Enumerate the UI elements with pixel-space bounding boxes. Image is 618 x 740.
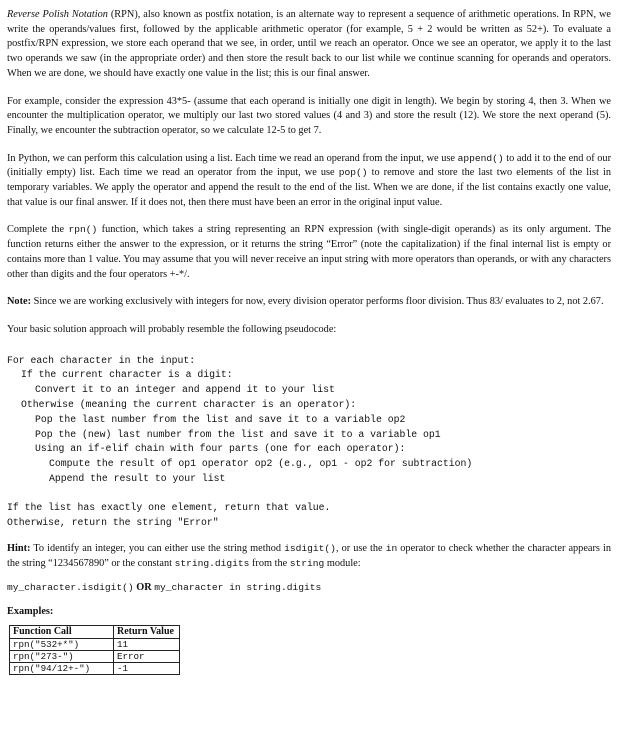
hint-label: Hint: xyxy=(7,543,31,555)
code-string-module: string xyxy=(289,558,325,570)
note-label: Note: xyxy=(7,296,32,308)
pseudo-line: If the current character is a digit: xyxy=(21,369,233,381)
code-in: in xyxy=(385,543,398,555)
example-paragraph: For example, consider the expression 43*5- (assume that each operand is initially one digit in length). We begin by storing 4, then 3. When we encounter the multiplication operator, we multiply our last two stored values (4 and 3) and store the result (12). We store the next operand (5). Finally, we encounter the subtraction operator, so we calculate 12-5 to get 7. xyxy=(7,95,611,136)
pseudocode-return-block xyxy=(7,501,611,531)
code-rpn: rpn() xyxy=(68,224,98,236)
python-paragraph: In Python, we can perform this calculation using a list. Each time we read an operand from the input, we use append() to add it to the end of our (initially empty) list. Each time we read an operator from the input, we use pop() to remove and store the last two elements of the list in temporary variables. We apply the operator and append the result to the end of the list. When we are done, if the list contains exactly one value, that value is our final answer. If it does not, then there must have been an error in the original input value. xyxy=(7,152,612,208)
code-pop: pop() xyxy=(338,167,368,179)
code-append: append() xyxy=(457,152,504,164)
pseudocode-intro: Your basic solution approach will probably resemble the following pseudocode: xyxy=(7,323,337,335)
pseudocode-block xyxy=(7,354,611,487)
table-row xyxy=(10,651,180,663)
pseudo-line: Convert it to an integer and append it to your list xyxy=(35,384,335,396)
table-header-row xyxy=(10,626,180,639)
column-header: Return Value xyxy=(114,626,180,639)
pseudo-line: Pop the last number from the list and save it to a variable op2 xyxy=(35,413,406,425)
table-row xyxy=(10,639,180,651)
pseudo-line: Append the result to your list xyxy=(49,473,226,485)
note-paragraph: Note: Since we are working exclusively with integers for now, every division operator performs floor division. Thus 83/ evaluates to 2, not 2.67. xyxy=(7,296,604,308)
task-paragraph: Complete the rpn() function, which takes a string representing an RPN expression (with single-digit operands) as its only argument. The function returns either the answer to the expression, or it returns the string “Error” (note the capitalization) if the final internal list is empty or contains more than 1 value. You may assume that you will never receive an input string with more operators than operands, or with any characters other than digits and the four operators +-*/. xyxy=(7,224,612,280)
code-isdigit-call: my_character.isdigit() xyxy=(7,581,134,593)
hint-paragraph: Hint: To identify an integer, you can either use the string method isdigit(), or use the in operator to check whether the character appears in the string “1234567890” or the constant string.digits from the string module: xyxy=(7,543,611,570)
examples-table xyxy=(9,625,180,675)
return-value-cell: 11 xyxy=(114,639,180,651)
intro-paragraph: Reverse Polish Notation (RPN), also known as postfix notation, is an alternate way to represent a sequence of arithmetic operations. In RPN, we write the operands/values first, followed by the applicable arithmetic operator (for example, 5 + 2 would be written as 52+). To evaluate a postfix/RPN expression, we store each operand that we see, in order, until we reach an operator. Once we see an operator, we apply it to the last two operands we saw (in the appropriate order) and then store the result back to our list while we continue scanning for operands and operators. When we are done, we should have exactly one value in the list; this is our final answer. xyxy=(7,9,611,79)
function-call-cell: rpn("273-") xyxy=(10,651,114,663)
hint-code-line xyxy=(7,581,611,596)
code-isdigit: isdigit() xyxy=(284,543,336,555)
code-string-digits: string.digits xyxy=(174,558,250,570)
pseudo-line: Pop the (new) last number from the list and save it to a variable op1 xyxy=(35,428,441,440)
pseudo-line: Using an if-elif chain with four parts (one for each operator): xyxy=(35,443,406,455)
column-header: Function Call xyxy=(10,626,114,639)
return-value-cell: -1 xyxy=(114,663,180,675)
term-rpn: Reverse Polish Notation xyxy=(7,9,108,20)
function-call-cell: rpn("532+*") xyxy=(10,639,114,651)
examples-heading: Examples: xyxy=(7,605,54,617)
or-keyword: OR xyxy=(133,581,155,593)
pseudo-line: For each character in the input: xyxy=(7,354,196,366)
return-value-cell: Error xyxy=(114,651,180,663)
function-call-cell: rpn("94/12+-") xyxy=(10,663,114,675)
pseudo-line: Otherwise (meaning the current character is an operator): xyxy=(21,399,357,411)
code-in-digits: my_character in string.digits xyxy=(154,581,322,593)
document xyxy=(7,8,611,675)
pseudo-line: Otherwise, return the string "Error" xyxy=(7,516,219,528)
table-row xyxy=(10,663,180,675)
pseudo-line: If the list has exactly one element, return that value. xyxy=(7,501,331,513)
pseudo-line: Compute the result of op1 operator op2 (e.g., op1 - op2 for subtraction) xyxy=(49,458,473,470)
